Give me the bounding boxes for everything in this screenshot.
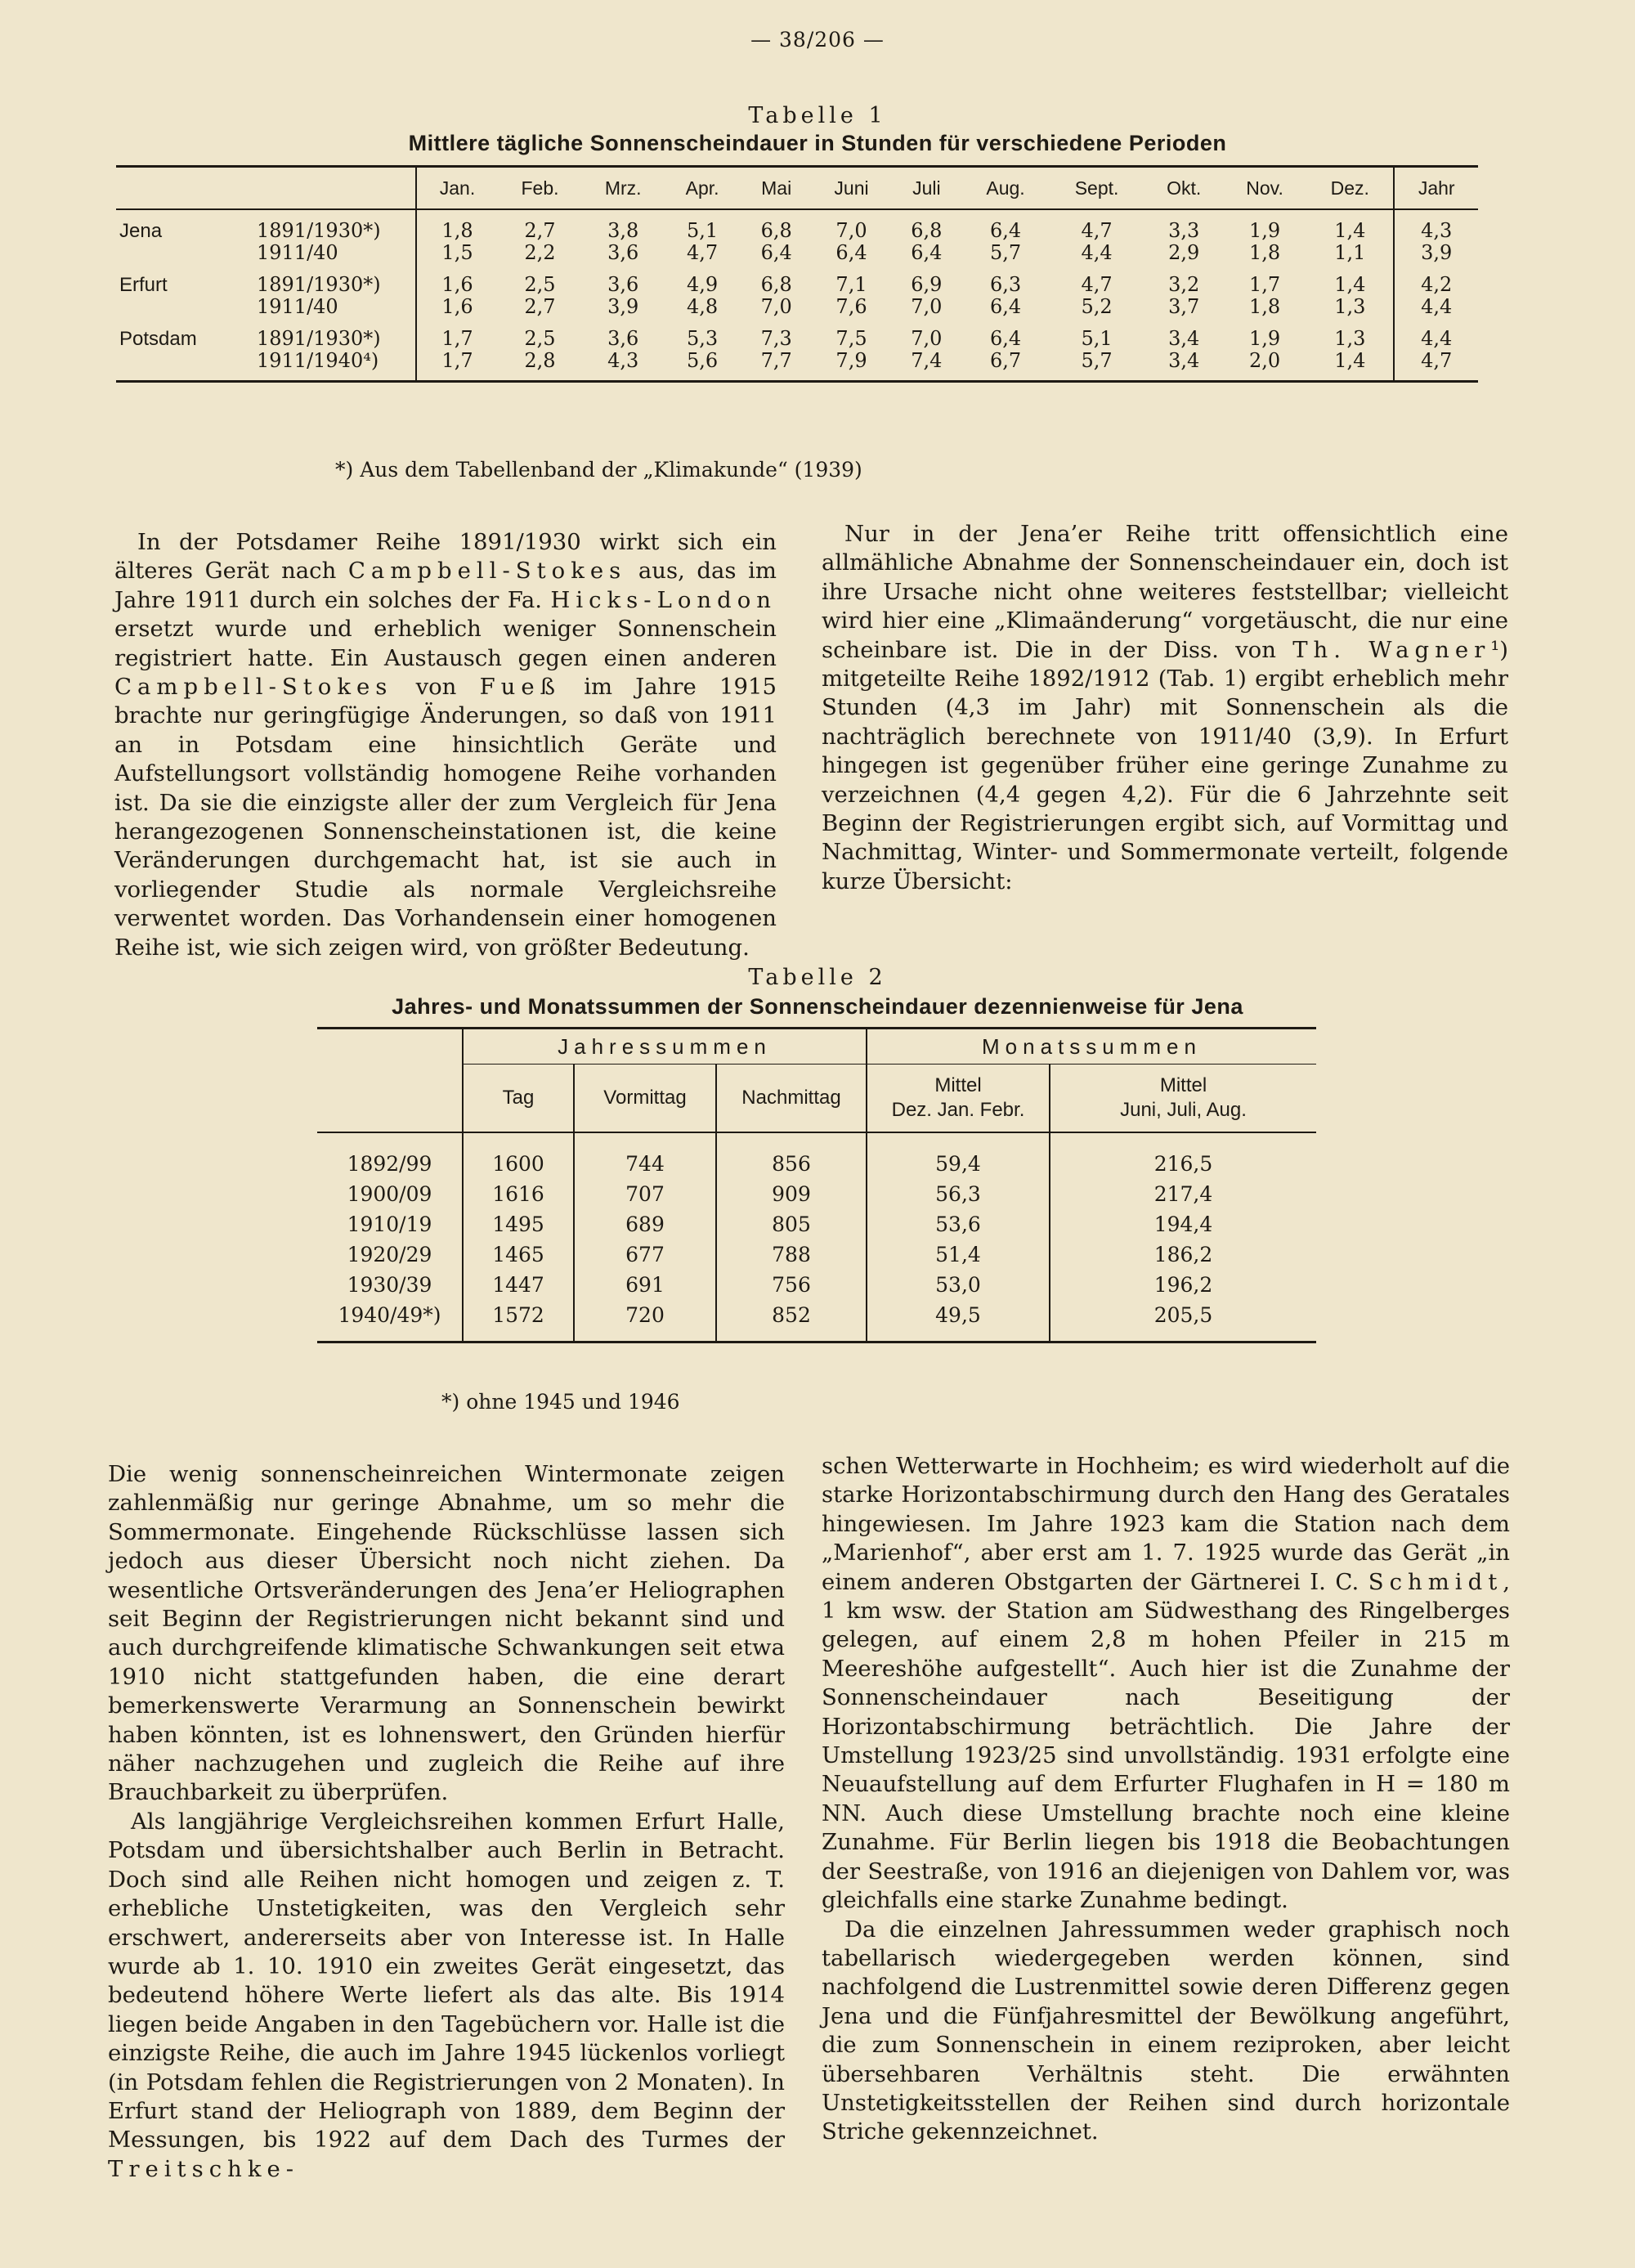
t1-cell: 3,8 — [607, 219, 639, 242]
t1-cell: 3,6 — [607, 327, 639, 350]
t1-cell: 6,4 — [835, 241, 867, 264]
paragraph: Die wenig sonnenscheinreichen Wintermonate zeigen zahlenmäßig nur geringe Abnahme, um so mehr die Sommermonate. Eingehende Rückschlüsse lassen sich jedoch aus dieser Übersicht noch nicht ziehen. Da wesentliche Ortsveränderungen des Jena’er Heliographen seit Beginn der Registrierungen nicht bekannt sind und auch durchgreifende klimatische Schwankungen seit etwa 1910 nicht stattgefunden haben, die eine derart bemerkenswerte Verarmung an Sonnenschein bewirkt haben könnten, ist es lohnenswert, den Gründen hierfür näher nachzugehen und zugleich die Reihe auf ihre Brauchbarkeit zu überprüfen. — [108, 1461, 785, 1806]
t1-row — [116, 296, 1478, 318]
t1-cell: 1,9 — [1248, 327, 1281, 350]
t2-cell: 59,4 — [867, 1132, 1050, 1179]
text-top-left — [114, 528, 777, 962]
t1-month-header: Okt. — [1144, 167, 1223, 210]
t2-col-header: Nachmittag — [716, 1065, 867, 1133]
t1-cell: 6,4 — [760, 241, 792, 264]
t1-cell: 7,0 — [911, 295, 943, 318]
t1-period: 1911/40 — [257, 241, 338, 264]
t1-cell: 2,0 — [1248, 349, 1281, 372]
t2-cell: 53,0 — [867, 1270, 1050, 1300]
t1-cell: 5,6 — [686, 349, 719, 372]
t1-month-header: Apr. — [664, 167, 740, 210]
t2-cell: 691 — [574, 1270, 716, 1300]
t2-cell: 856 — [716, 1132, 867, 1179]
text-fragment: In der Potsdamer Reihe 1891/1930 wirkt sich ein älteres Gerät nach — [114, 529, 777, 585]
table1-title: Mittlere tägliche Sonnenscheindauer in Stunden für verschiedene Perioden — [408, 131, 1227, 155]
t1-cell: 6,9 — [911, 273, 943, 296]
t1-cell: 7,5 — [835, 327, 867, 350]
t2-cell: 205,5 — [1050, 1300, 1316, 1342]
t1-cell: 4,4 — [1081, 241, 1113, 264]
t1-cell: 2,5 — [524, 273, 556, 296]
t1-cell: 5,3 — [686, 327, 719, 350]
table2-caption: Tabelle 2 — [748, 965, 887, 990]
t2-col-header: Dez. Jan. Febr. — [891, 1099, 1025, 1121]
t1-cell: 6,8 — [911, 219, 943, 242]
t1-cell: 3,6 — [607, 241, 639, 264]
text-bottom-right — [822, 1452, 1510, 2147]
t1-cell: 6,4 — [989, 327, 1022, 350]
table1-footnote: *) Aus dem Tabellenband der „Klimakunde“ (1939) — [335, 458, 862, 482]
t1-cell: 6,4 — [989, 219, 1022, 242]
t1-cell: 1,6 — [416, 274, 498, 296]
t1-period: 1911/40 — [257, 295, 338, 318]
t1-cell: 3,4 — [1168, 349, 1200, 372]
t2-col-header: Juni, Juli, Aug. — [1120, 1099, 1247, 1121]
name-spaced: Hicks-London — [550, 586, 777, 613]
t2-cell: 689 — [574, 1209, 716, 1239]
t1-cell: 2,7 — [524, 219, 556, 242]
paragraph: Da die einzelnen Jahressummen weder graphisch noch tabellarisch wiedergegeben werden können, sind nachfolgend die Lustrenmittel sowie deren Differenz gegen Jena und die Fünfjahresmittel der Bewölkung angeführt, die zum Sonnenschein in einem reziproken, aber leicht übersehbaren Verhältnis steht. Die erwähnten Unstetigkeitsstellen der Reihen sind durch horizontale Striche gekennzeichnet. — [822, 1916, 1510, 2145]
t1-period: 1911/1940⁴) — [257, 349, 379, 372]
t1-year-cell: 4,3 — [1394, 209, 1478, 242]
t1-year-cell: 4,4 — [1394, 296, 1478, 318]
t1-year-header: Jahr — [1394, 167, 1478, 210]
t2-cell: 196,2 — [1050, 1270, 1316, 1300]
table2 — [317, 1027, 1316, 1343]
t2-cell: 51,4 — [867, 1239, 1050, 1270]
t2-cell: 852 — [716, 1300, 867, 1342]
t1-cell: 6,4 — [911, 241, 943, 264]
t2-cell: 909 — [716, 1179, 867, 1209]
t2-row — [317, 1239, 1316, 1270]
table2-footnote: *) ohne 1945 und 1946 — [441, 1390, 680, 1414]
t1-cell: 7,6 — [835, 295, 867, 318]
t1-cell: 6,3 — [989, 273, 1022, 296]
text-top-right — [822, 520, 1508, 896]
t1-cell: 1,1 — [1334, 241, 1366, 264]
t2-period: 1920/29 — [347, 1243, 432, 1266]
table2-title: Jahres- und Monatssummen der Sonnenscheindauer dezennienweise für Jena — [392, 994, 1243, 1019]
t2-col-header: Mittel — [1159, 1074, 1207, 1096]
name-spaced: Th. Wagner — [1292, 636, 1491, 663]
t1-cell: 1,3 — [1334, 295, 1366, 318]
t1-period: 1891/1930*) — [257, 327, 381, 350]
t1-cell: 1,3 — [1334, 327, 1366, 350]
t1-period: 1891/1930*) — [257, 273, 381, 296]
t2-period: 1892/99 — [347, 1152, 432, 1176]
t1-month-header: Mrz. — [582, 167, 664, 210]
t1-cell: 1,6 — [416, 296, 498, 318]
t2-period: 1900/09 — [347, 1182, 432, 1206]
text-fragment: schen Wetterwarte in Hochheim; es wird wiederholt auf die starke Horizontabschirmung durch den Hang des Geratales hingewiesen. Im Jahre 1923 kam die Station nach dem „Marienhof“, aber erst am 1. 7. 1925 wurde das Gerät „in einem anderen Obstgarten der Gärtnerei I. C. — [822, 1453, 1510, 1595]
t1-year-cell: 3,9 — [1394, 242, 1478, 264]
t1-cell: 3,3 — [1168, 219, 1200, 242]
t2-cell: 186,2 — [1050, 1239, 1316, 1270]
t1-year-cell: 4,2 — [1394, 274, 1478, 296]
t1-cell: 5,1 — [686, 219, 719, 242]
t1-row — [116, 274, 1478, 296]
t2-group-header: Monatssummen — [867, 1029, 1316, 1065]
t1-period: 1891/1930*) — [257, 219, 381, 242]
t2-col-header: Vormittag — [574, 1065, 716, 1133]
t2-cell: 1616 — [463, 1179, 574, 1209]
t1-cell: 7,0 — [760, 295, 792, 318]
t1-month-header: Nov. — [1223, 167, 1306, 210]
t1-cell: 7,0 — [911, 327, 943, 350]
t1-station: Erfurt — [119, 274, 168, 296]
t2-cell: 1447 — [463, 1270, 574, 1300]
t2-cell: 707 — [574, 1179, 716, 1209]
t2-row — [317, 1209, 1316, 1239]
t2-period: 1930/39 — [347, 1273, 432, 1297]
name-spaced: Campbell-Stokes — [347, 558, 627, 585]
t1-month-header: Aug. — [962, 167, 1048, 210]
t1-cell: 3,7 — [1168, 295, 1200, 318]
t2-cell: 805 — [716, 1209, 867, 1239]
t2-cell: 1572 — [463, 1300, 574, 1342]
t2-cell: 1600 — [463, 1132, 574, 1179]
t1-cell: 7,4 — [911, 349, 943, 372]
t1-cell: 4,7 — [1081, 273, 1113, 296]
text-bottom-left — [108, 1460, 785, 2184]
t2-cell: 217,4 — [1050, 1179, 1316, 1209]
t1-cell: 6,4 — [989, 295, 1022, 318]
t2-row — [317, 1270, 1316, 1300]
t2-cell: 1495 — [463, 1209, 574, 1239]
t1-year-cell: 4,4 — [1394, 328, 1478, 350]
t1-month-header: Jan. — [416, 167, 498, 210]
t1-cell: 6,8 — [760, 273, 792, 296]
t2-cell: 56,3 — [867, 1179, 1050, 1209]
t1-month-header: Juli — [890, 167, 962, 210]
t2-period: 1940/49*) — [338, 1303, 441, 1327]
name-spaced: Schmidt — [1368, 1568, 1503, 1595]
name-spaced: Treitschke- — [108, 2155, 300, 2182]
t1-cell: 6,7 — [989, 349, 1022, 372]
t1-station — [116, 350, 253, 382]
t1-month-header: Sept. — [1049, 167, 1145, 210]
t2-row — [317, 1300, 1316, 1342]
t1-row — [116, 328, 1478, 350]
t2-period: 1910/19 — [347, 1212, 432, 1236]
t1-cell: 7,0 — [835, 219, 867, 242]
t1-cell: 1,4 — [1334, 349, 1366, 372]
t1-row — [116, 209, 1478, 242]
t1-cell: 4,9 — [686, 273, 719, 296]
t1-year-cell: 4,7 — [1394, 350, 1478, 382]
page-header: — 38/206 — — [750, 28, 885, 52]
t1-cell: 4,7 — [1081, 219, 1113, 242]
t1-cell: 2,2 — [524, 241, 556, 264]
text-fragment: Nur in der Jena’er Reihe tritt offensichtlich eine allmähliche Abnahme der Sonnenscheindauer ein, doch ist ihre Ursache nicht ohne weiteres feststellbar; vielleicht wird hier eine „Klimaänderung“ vorgetäuscht, die nur eine scheinbare ist. Die in der Diss. von — [822, 521, 1508, 663]
t1-cell: 3,4 — [1168, 327, 1200, 350]
t1-station: Jena — [119, 220, 163, 242]
t1-cell: 4,3 — [607, 349, 639, 372]
t1-cell: 5,7 — [989, 241, 1022, 264]
t1-cell: 1,7 — [416, 350, 498, 382]
t1-cell: 6,8 — [760, 219, 792, 242]
t1-cell: 2,9 — [1168, 241, 1200, 264]
t1-cell: 7,1 — [835, 273, 867, 296]
text-fragment: von — [392, 674, 480, 701]
t2-cell: 194,4 — [1050, 1209, 1316, 1239]
t2-group-header: Jahressummen — [463, 1029, 867, 1065]
t1-month-header: Dez. — [1306, 167, 1394, 210]
t1-cell: 1,7 — [1248, 273, 1281, 296]
t1-cell: 1,9 — [1248, 219, 1281, 242]
text-fragment: im Jahre 1915 brachte nur geringfügige Änderungen, so daß von 1911 an in Potsdam eine hinsichtlich Geräte und Aufstellungsort vollständig homogene Reihe vorhanden ist. Da sie die einzigste aller der zum Vergleich für Jena herangezogenen Sonnenscheinstationen ist, die keine Veränderungen durchgemacht hat, ist sie auch in vorliegender Studie als normale Vergleichsreihe verwentet worden. Das Vorhandensein einer homogenen Reihe ist, wie sich zeigen wird, von größter Bedeutung. — [114, 674, 777, 961]
t1-station — [116, 242, 253, 264]
t1-cell: 5,2 — [1081, 295, 1113, 318]
t1-cell: 3,6 — [607, 273, 639, 296]
t1-cell: 7,7 — [760, 349, 792, 372]
t2-cell: 756 — [716, 1270, 867, 1300]
t1-month-header: Mai — [741, 167, 813, 210]
t1-month-header: Feb. — [498, 167, 582, 210]
name-spaced: Campbell-Stokes — [114, 674, 393, 701]
t1-cell: 1,5 — [416, 242, 498, 264]
t2-row — [317, 1132, 1316, 1179]
t1-cell: 4,8 — [686, 295, 719, 318]
text-fragment: Als langjährige Vergleichsreihen kommen Erfurt Halle, Potsdam und übersichtshalber auch Berlin in Betracht. Doch sind alle Reihen nicht homogen und zeigen z. T. erhebliche Unstetigkeiten, was den Vergleich sehr erschwert, andererseits aber von Interesse ist. In Halle wurde ab 1. 10. 1910 ein zweites Gerät eingesetzt, das bedeutend höhere Werte liefert als das alte. Bis 1914 liegen beide Angaben in den Tagebüchern vor. Halle ist die einzigste Reihe, die auch im Jahre 1945 lückenlos vorliegt (in Potsdam fehlen die Registrierungen von 2 Monaten). In Erfurt stand der Heliograph von 1889, dem Beginn der Messungen, bis 1922 auf dem Dach des Turmes der — [108, 1808, 785, 2154]
t1-cell: 1,8 — [1248, 241, 1281, 264]
t1-row — [116, 242, 1478, 264]
t1-cell: 4,7 — [686, 241, 719, 264]
t2-col-header: Mittel — [934, 1074, 982, 1096]
text-fragment: ¹) mitgeteilte Reihe 1892/1912 (Tab. 1) ergibt erheblich mehr Stunden (4,3 im Jahr) mit Sonnenschein als die nachträglich berechnete von 1911/40 (3,9). In Erfurt hingegen ist gegenüber früher eine geringe Zunahme zu verzeichnen (4,4 gegen 4,2). Für die 6 Jahrzehnte seit Beginn der Registrierungen ergibt sich, auf Vormittag und Nachmittag, Winter- und Sommermonate verteilt, folgende kurze Übersicht: — [822, 636, 1509, 894]
t2-row — [317, 1179, 1316, 1209]
t1-cell: 7,9 — [835, 349, 867, 372]
name-spaced: Fueß — [479, 674, 561, 701]
t2-cell: 677 — [574, 1239, 716, 1270]
t1-station — [116, 296, 253, 318]
t1-month-header: Juni — [813, 167, 891, 210]
text-fragment: ersetzt wurde und erheblich weniger Sonnenschein registriert hatte. Ein Austausch gegen einen anderen — [114, 616, 777, 671]
t1-cell: 2,5 — [524, 327, 556, 350]
t2-cell: 216,5 — [1050, 1132, 1316, 1179]
t2-cell: 720 — [574, 1300, 716, 1342]
t1-cell: 1,4 — [1334, 273, 1366, 296]
t1-cell: 3,2 — [1168, 273, 1200, 296]
t2-col-header: Tag — [463, 1065, 574, 1133]
text-fragment: , 1 km wsw. der Station am Südwesthang des Ringelberges gelegen, auf einem 2,8 m hohen Pfeiler in 215 m Meereshöhe aufgestellt“. Auch hier ist die Zunahme der Sonnenscheindauer nach Beseitigung der Horizontabschirmung beträchtlich. Die Jahre der Umstellung 1923/25 sind unvollständig. 1931 erfolgte eine Neuaufstellung auf dem Erfurter Flughafen in H = 180 m NN. Auch diese Umstellung brachte noch eine kleine Zunahme. Für Berlin liegen bis 1918 die Beobachtungen der Seestraße, von 1916 an diejenigen von Dahlem vor, was gleichfalls eine starke Zunahme bedingt. — [822, 1568, 1510, 1914]
t1-cell: 2,8 — [524, 349, 556, 372]
t1-cell: 5,1 — [1081, 327, 1113, 350]
t2-cell: 788 — [716, 1239, 867, 1270]
t1-cell: 1,4 — [1334, 219, 1366, 242]
t1-cell: 2,7 — [524, 295, 556, 318]
t1-cell: 7,3 — [760, 327, 792, 350]
t2-cell: 53,6 — [867, 1209, 1050, 1239]
t1-cell: 3,9 — [607, 295, 639, 318]
table1 — [116, 165, 1478, 383]
t2-cell: 1465 — [463, 1239, 574, 1270]
t1-cell: 1,8 — [1248, 295, 1281, 318]
t1-row — [116, 350, 1478, 382]
t1-cell: 5,7 — [1081, 349, 1113, 372]
t1-station: Potsdam — [119, 328, 197, 350]
t2-cell: 744 — [574, 1132, 716, 1179]
t2-cell: 49,5 — [867, 1300, 1050, 1342]
table1-caption: Tabelle 1 — [748, 103, 887, 128]
t1-cell: 1,8 — [416, 209, 498, 242]
text-fragment: aus, das im Jahre 1911 durch ein solches der Fa. — [114, 558, 777, 613]
t1-cell: 1,7 — [416, 328, 498, 350]
